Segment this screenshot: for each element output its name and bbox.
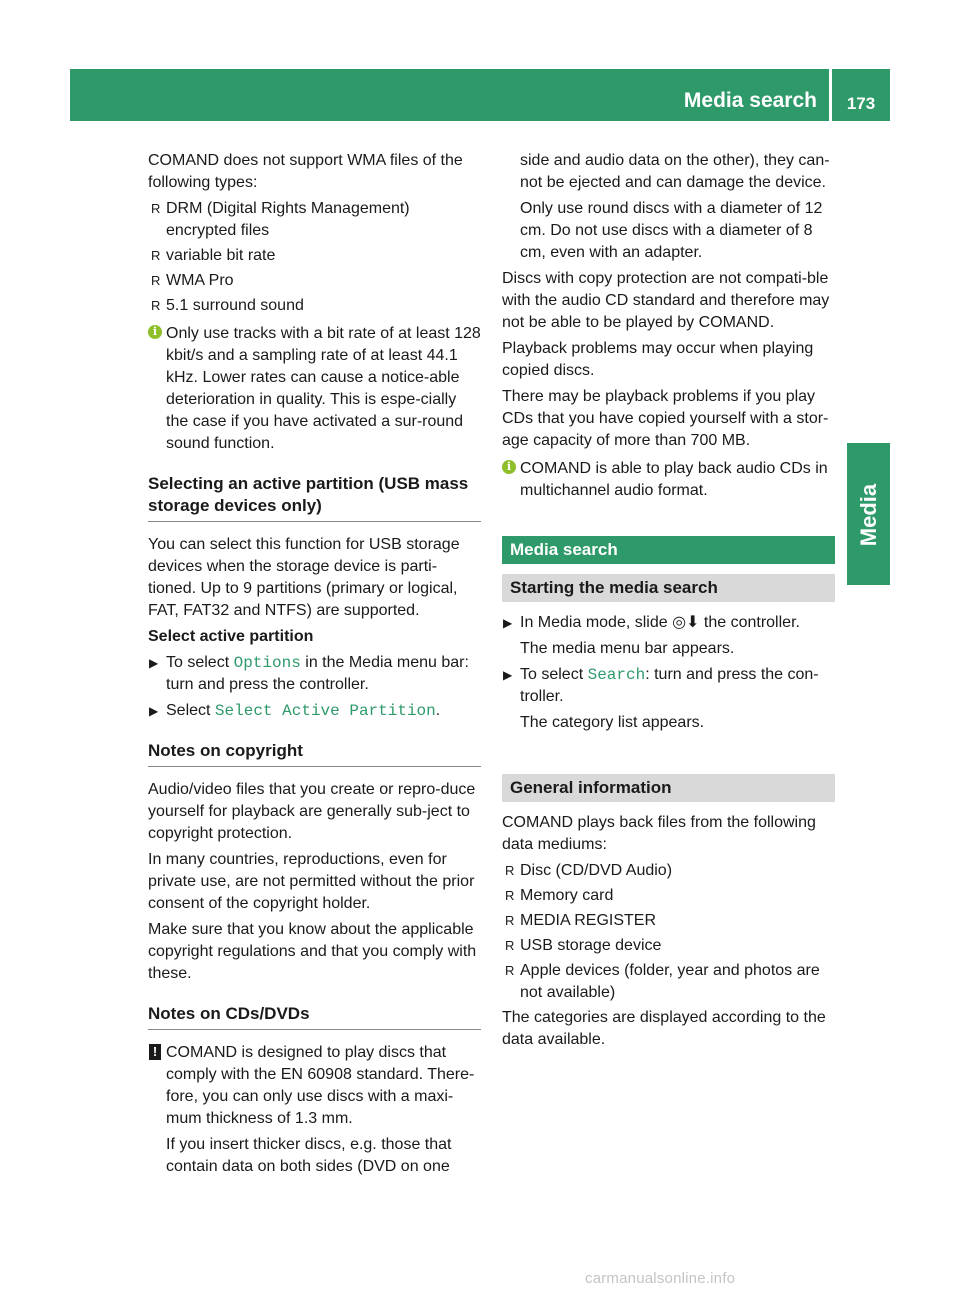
options-menu-key: Options — [233, 654, 301, 672]
step-item: ▶ Select Select Active Partition. — [149, 702, 441, 720]
chapter-tab-label: Media — [856, 483, 881, 547]
list-item: R WMA Pro — [148, 270, 481, 292]
media-search-heading: Media search — [502, 536, 835, 564]
bullet-icon: R — [505, 913, 515, 928]
select-active-partition-key: Select Active Partition — [214, 702, 436, 720]
step-arrow-icon: ▶ — [149, 704, 159, 718]
bullet-icon: R — [505, 963, 515, 978]
playback-problems-text: Playback problems may occur when playing copied discs. — [502, 340, 814, 379]
info-icon: i — [148, 325, 162, 339]
step-item: ▶ In Media mode, slide ◎⬇ the controller. — [502, 612, 835, 634]
list-item: R USB storage device — [502, 935, 835, 957]
warning-continued: If you insert thicker discs, e.g. those that contain data on both sides (DVD on one — [166, 1136, 452, 1175]
heading-partition: Selecting an active partition (USB mass storage devices only) — [148, 473, 481, 522]
general-info-heading: General information — [502, 774, 835, 802]
left-column — [148, 150, 481, 1182]
info-note: i Only use tracks with a bit rate of at least 128 kbit/s and a sampling rate of at least 44.1 kHz. Lower rates can cause a notice-able deterioration in quality. This is espe-cially the case if you have activated a sur-round sound function. — [148, 323, 481, 455]
bullet-icon: R — [151, 298, 161, 313]
list-item: R Memory card — [502, 885, 835, 907]
list-item: R DRM (Digital Rights Management) encrypted files — [151, 200, 410, 239]
info-note: i COMAND is able to play back audio CDs in multichannel audio format. — [502, 458, 835, 502]
step-result: The category list appears. — [520, 714, 705, 731]
list-item: R MEDIA REGISTER — [502, 910, 835, 932]
page-number-box — [832, 69, 890, 121]
watermark: carmanualsonline.info — [585, 1270, 736, 1287]
warning-note: ! COMAND is designed to play discs that comply with the EN 60908 standard. There-fore, you can only use discs with a maxi-mum thickness of 1.3 mm. — [148, 1042, 481, 1130]
step-result: The media menu bar appears. — [520, 640, 735, 657]
controller-slide-icon: ◎⬇ — [672, 614, 700, 631]
general-outro: The categories are displayed according to the data available. — [502, 1009, 826, 1048]
partition-text: You can select this function for USB storage devices when the storage device is parti-tioned. Up to 9 partitions (primary or logical, FAT, FAT32 and NTFS) are supported. — [148, 536, 460, 619]
page-number: 173 — [846, 94, 876, 113]
copied-cds-text: There may be playback problems if you play CDs that you have copied yourself with a stor-age capacity of more than 700 MB. — [502, 388, 829, 449]
step-arrow-icon: ▶ — [503, 668, 513, 682]
search-menu-key: Search — [587, 666, 646, 684]
bullet-icon: R — [505, 863, 515, 878]
bullet-icon: R — [505, 888, 515, 903]
list-item: R Disc (CD/DVD Audio) — [502, 860, 835, 882]
starting-heading: Starting the media search — [502, 574, 835, 602]
warning-continued-2: side and audio data on the other), they can-not be ejected and can damage the device. — [520, 152, 830, 191]
list-item: R 5.1 surround sound — [148, 295, 481, 317]
copyright-p1: Audio/video files that you create or repro-duce yourself for playback are generally sub-ject to copyright protection. — [148, 781, 476, 842]
disc-diameter-note: Only use round discs with a diameter of 12 cm. Do not use discs with a diameter of 8 cm, even with an adapter. — [520, 200, 823, 261]
warning-icon: ! — [149, 1044, 161, 1060]
step-arrow-icon: ▶ — [503, 616, 513, 630]
copy-protection-text: Discs with copy protection are not compati-ble with the audio CD standard and therefore may not be able to be played by COMAND. — [502, 270, 830, 331]
bullet-icon: R — [151, 248, 161, 263]
section-title: Media search — [683, 89, 817, 112]
info-icon: i — [502, 460, 516, 474]
bullet-icon: R — [151, 273, 161, 288]
chapter-tab — [847, 443, 890, 585]
step-item: ▶ To select Options in the Media menu bar: turn and press the controller. — [149, 654, 469, 693]
step-arrow-icon: ▶ — [149, 656, 159, 670]
header-bar — [70, 69, 829, 121]
heading-copyright: Notes on copyright — [148, 740, 481, 767]
copyright-p2: In many countries, reproductions, even for private use, are not permitted without the prior consent of the copyright holder. — [148, 851, 475, 912]
step-item: ▶ To select Search: turn and press the con-troller. — [503, 666, 819, 705]
list-item: R Apple devices (folder, year and photos are not available) — [505, 962, 820, 1001]
bullet-icon: R — [505, 938, 515, 953]
bullet-icon: R — [151, 201, 161, 216]
right-column — [502, 150, 835, 1055]
wma-intro: COMAND does not support WMA files of the following types: — [148, 152, 463, 191]
general-intro: COMAND plays back files from the following data mediums: — [502, 814, 816, 853]
heading-cds: Notes on CDs/DVDs — [148, 1003, 481, 1030]
list-item: R variable bit rate — [148, 245, 481, 267]
copyright-p3: Make sure that you know about the applicable copyright regulations and that you comply with these. — [148, 921, 477, 982]
subheading-select-partition: Select active partition — [148, 628, 314, 645]
